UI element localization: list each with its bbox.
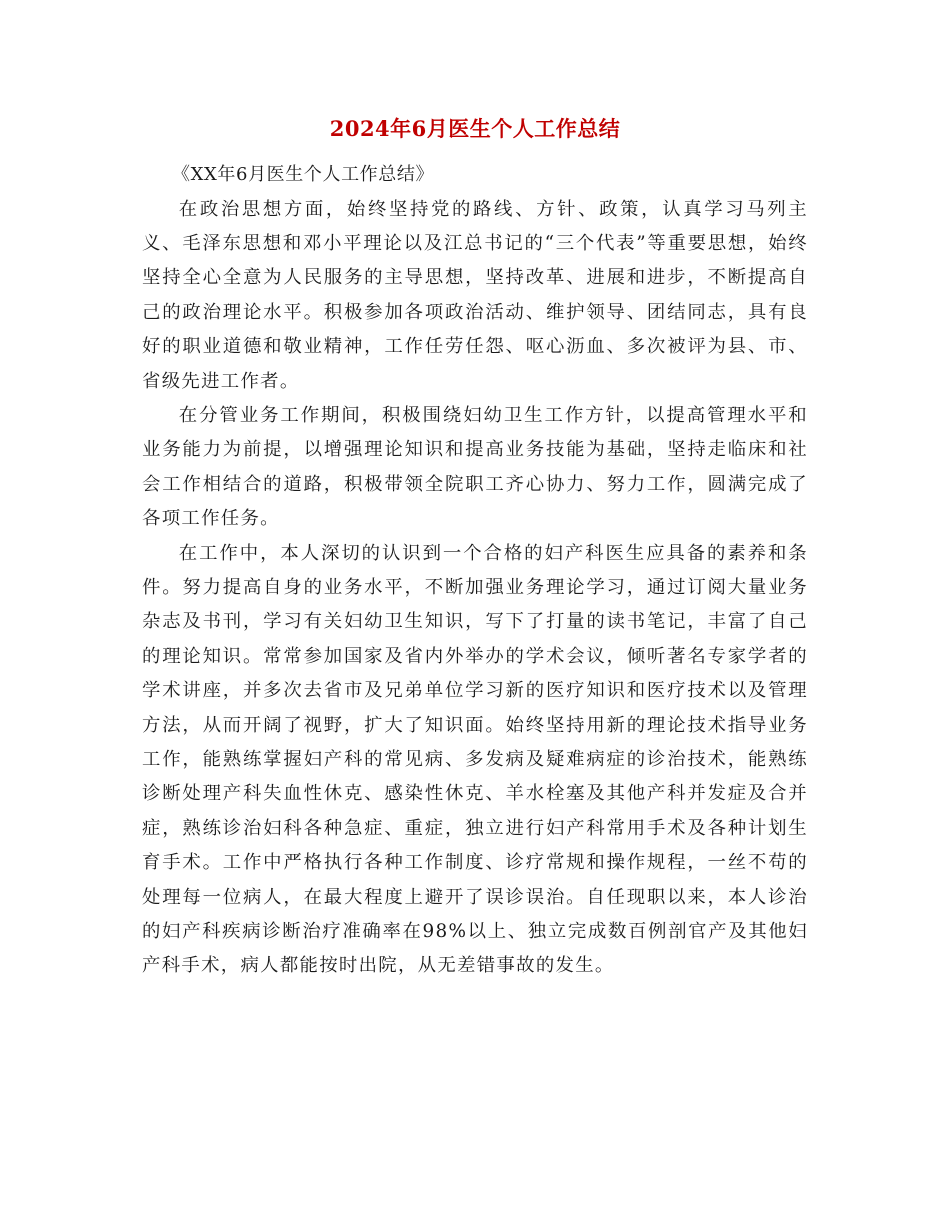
document-title: 2024年6月医生个人工作总结 bbox=[329, 116, 621, 141]
document-subtitle: 《XX年6月医生个人工作总结》 bbox=[172, 164, 435, 185]
paragraph-clinical-work: 在工作中，本人深切的认识到一个合格的妇产科医生应具备的素养和条件。努力提高自身的业务水平，不断加强业务理论学习，通过订阅大量业务杂志及书刊，学习有关妇幼卫生知识，写下了打量的读书笔记，丰富了自己的理论知识。常常参加国家及省内外举办的学术会议，倾听著名专家学者的学术讲座，并多次去省市及兄弟单位学习新的医疗知识和医疗技术以及管理方法，从而开阔了视野，扩大了知识面。始终坚持用新的理论技术指导业务工作，能熟练掌握妇产科的常见病、多发病及疑难病症的诊治技术，能熟练诊断处理产科失血性休克、感染性休克、羊水栓塞及其他产科并发症及合并症，熟练诊治妇科各种急症、重症，独立进行妇产科常用手术及各种计划生育手术。工作中严格执行各种工作制度、诊疗常规和操作规程，一丝不苟的处理每一位病人，在最大程度上避开了误诊误治。自任现职以来，本人诊治的妇产科疾病诊断治疗准确率在98%以上、独立完成数百例剖官产及其他妇产科手术，病人都能按时出院，从无差错事故的发生。 bbox=[142, 542, 808, 977]
paragraph-political-thought: 在政治思想方面，始终坚持党的路线、方针、政策，认真学习马列主义、毛泽东思想和邓小平理论以及江总书记的“三个代表”等重要思想，始终坚持全心全意为人民服务的主导思想，坚持改革、进展和进步，不断提高自己的政治理论水平。积极参加各项政治活动、维护领导、团结同志，具有良好的职业道德和敬业精神，工作任劳任怨、呕心沥血、多次被评为县、市、省级先进工作者。 bbox=[142, 198, 808, 392]
paragraph-business-management: 在分管业务工作期间，积极围绕妇幼卫生工作方针，以提高管理水平和业务能力为前提，以增强理论知识和提高业务技能为基础，坚持走临床和社会工作相结合的道路，积极带领全院职工齐心协力、努力工作，圆满完成了各项工作任务。 bbox=[142, 404, 808, 530]
